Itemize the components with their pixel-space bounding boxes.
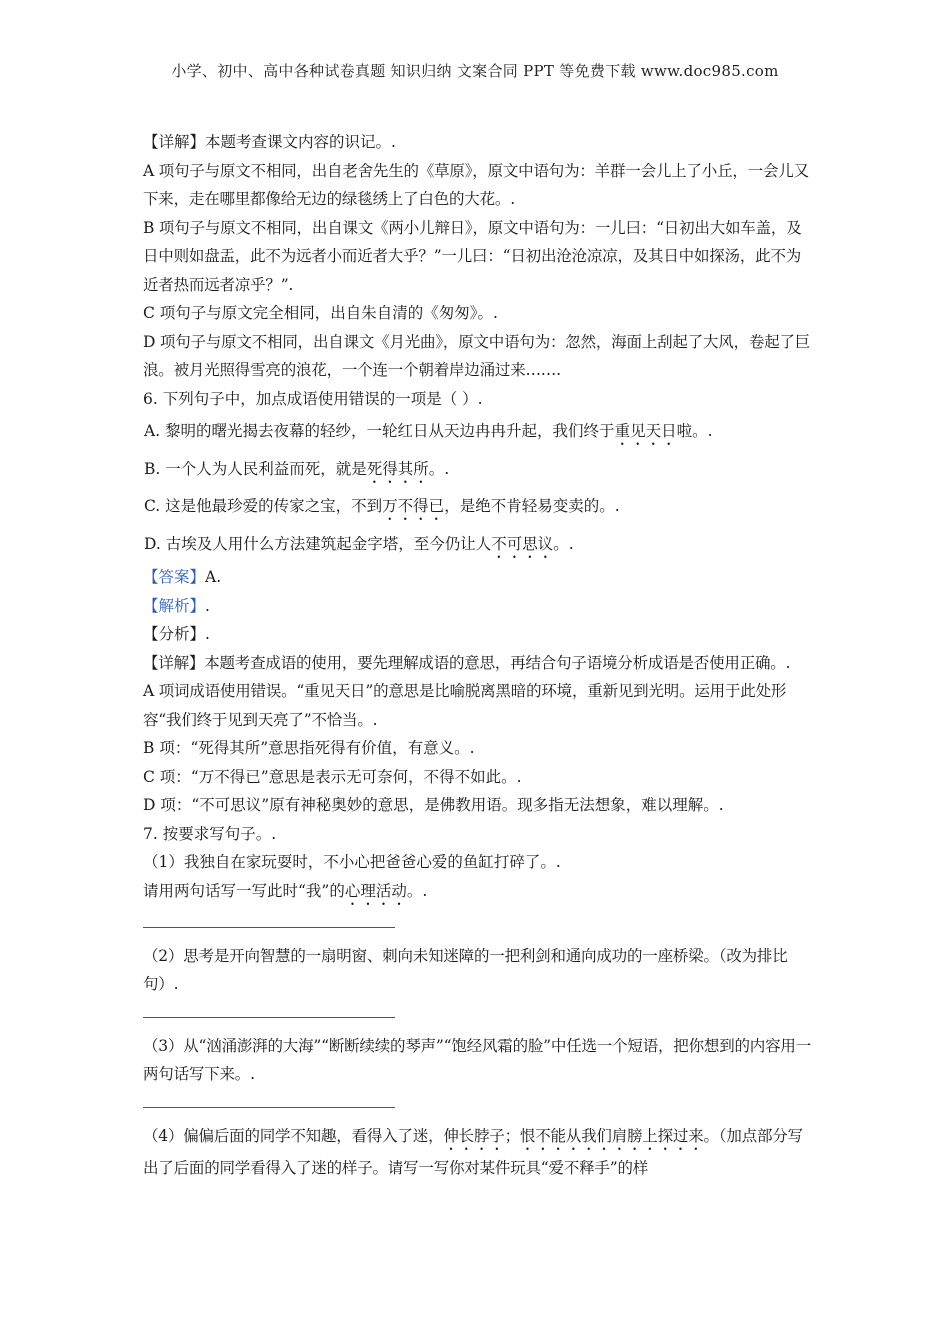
document-body xyxy=(143,128,811,1182)
dotted-phrase: 伸长脖子 xyxy=(443,1126,505,1145)
q7-stem: 7. 按要求写句子。. xyxy=(143,824,277,843)
q7-sub1: （1）我独自在家玩耍时，不小心把爸爸心爱的鱼缸打碎了。. xyxy=(143,853,561,871)
dotted-idiom: 死得其所 xyxy=(366,459,429,478)
answer-blank-2[interactable] xyxy=(143,1017,395,1018)
q6-fenxi: 【分析】. xyxy=(143,625,210,643)
dotted-idiom: 万不得已 xyxy=(382,497,445,515)
q6-detail: 【详解】本题考查成语的使用，要先理解成语的意思，再结合句子语境分析成语是否使用正确。. xyxy=(143,653,791,672)
q5-detail-c: C 项句子与原文完全相同，出自朱自清的《匆匆》。. xyxy=(143,304,498,322)
q6-option-a: A. 黎明的曙光揭去夜幕的轻纱，一轮红日从天边冉冉升起，我们终于重见天日啦。. xyxy=(144,422,713,440)
analysis-label: 【解析】 xyxy=(143,596,206,615)
dotted-idiom: 重见天日 xyxy=(614,422,677,440)
q6-answer: 【答案】A. xyxy=(143,568,222,586)
q6-detail-a: A 项词成语使用错误。“重见天日”的意思是比喻脱离黑暗的环境，重新见到光明。运用于此处形容“我们终于见到天亮了”不恰当。. xyxy=(143,682,787,729)
q6-option-b: B. 一个人为人民利益而死，就是死得其所。. xyxy=(144,459,450,478)
q6-detail-d: D 项：“不可思议”原有神秘奥妙的意思，是佛教用语。现多指无法想象，难以理解。. xyxy=(143,796,724,814)
q5-detail-d: D 项句子与原文不相同，出自课文《月光曲》，原文中语句为：忽然，海面上刮起了大风，卷起了巨浪。被月光照得雪亮的浪花，一个连一个朝着岸边涌过来……. xyxy=(143,332,811,379)
q6-option-c: C. 这是他最珍爱的传家之宝，不到万不得已，是绝不肯轻易变卖的。. xyxy=(144,497,620,515)
q6-detail-c: C 项：“万不得已”意思是表示无可奈何，不得不如此。. xyxy=(143,767,522,786)
q6-option-d: D. 古埃及人用什么方法建筑起金字塔，至今仍让人不可思议。. xyxy=(144,534,574,553)
q7-sub2: （2）思考是开向智慧的一扇明窗、刺向未知迷障的一把利剑和通向成功的一座桥梁。（改为排比句）. xyxy=(143,946,788,993)
q6-stem: 6. 下列句子中，加点成语使用错误的一项是（ ）. xyxy=(143,389,483,408)
answer-blank-1[interactable] xyxy=(143,927,395,928)
dotted-phrase: 恨不能从我们肩膀上探过来 xyxy=(519,1126,704,1145)
q5-detail-intro: 【详解】本题考查课文内容的识记。. xyxy=(143,133,396,151)
answer-blank-3[interactable] xyxy=(143,1107,395,1108)
dotted-idiom: 不可思议 xyxy=(491,534,554,553)
q6-detail-b: B 项：“死得其所”意思指死得有价值，有意义。. xyxy=(143,739,475,757)
q7-sub4: （4）偏偏后面的同学不知趣，看得入了迷，伸长脖子；恨不能从我们肩膀上探过来。（加点部分写出了后面的同学看得入了迷的样子。请写一写你对某件玩具“爱不释手”的样 xyxy=(143,1126,803,1177)
page-header: 小学、初中、高中各种试卷真题 知识归纳 文案合同 PPT 等免费下载 www.doc985.com xyxy=(171,62,779,80)
q7-sub3: （3）从“汹涌澎湃的大海”“断断续续的琴声”“饱经风霜的脸”中任选一个短语，把你想到的内容用一两句话写下来。. xyxy=(143,1036,812,1083)
q7-sub1-request: 请用两句话写一写此时“我”的心理活动。. xyxy=(143,881,428,900)
q5-detail-a: A 项句子与原文不相同，出自老舍先生的《草原》，原文中语句为：羊群一会儿上了小丘，一会儿又下来，走在哪里都像给无边的绿毯绣上了白色的大花。. xyxy=(143,161,809,208)
q6-analysis: 【解析】. xyxy=(143,596,210,615)
dotted-phrase: 心理活动 xyxy=(344,881,407,900)
answer-label: 【答案】 xyxy=(143,568,206,586)
q5-detail-b: B 项句子与原文不相同，出自课文《两小儿辩日》，原文中语句为：一儿曰：“日初出大如车盖，及日中则如盘盂，此不为远者小而近者大乎？”一儿曰：“日初出沧沧凉凉，及其日中如探汤，此不为近者热而远者凉乎？”. xyxy=(143,218,802,294)
